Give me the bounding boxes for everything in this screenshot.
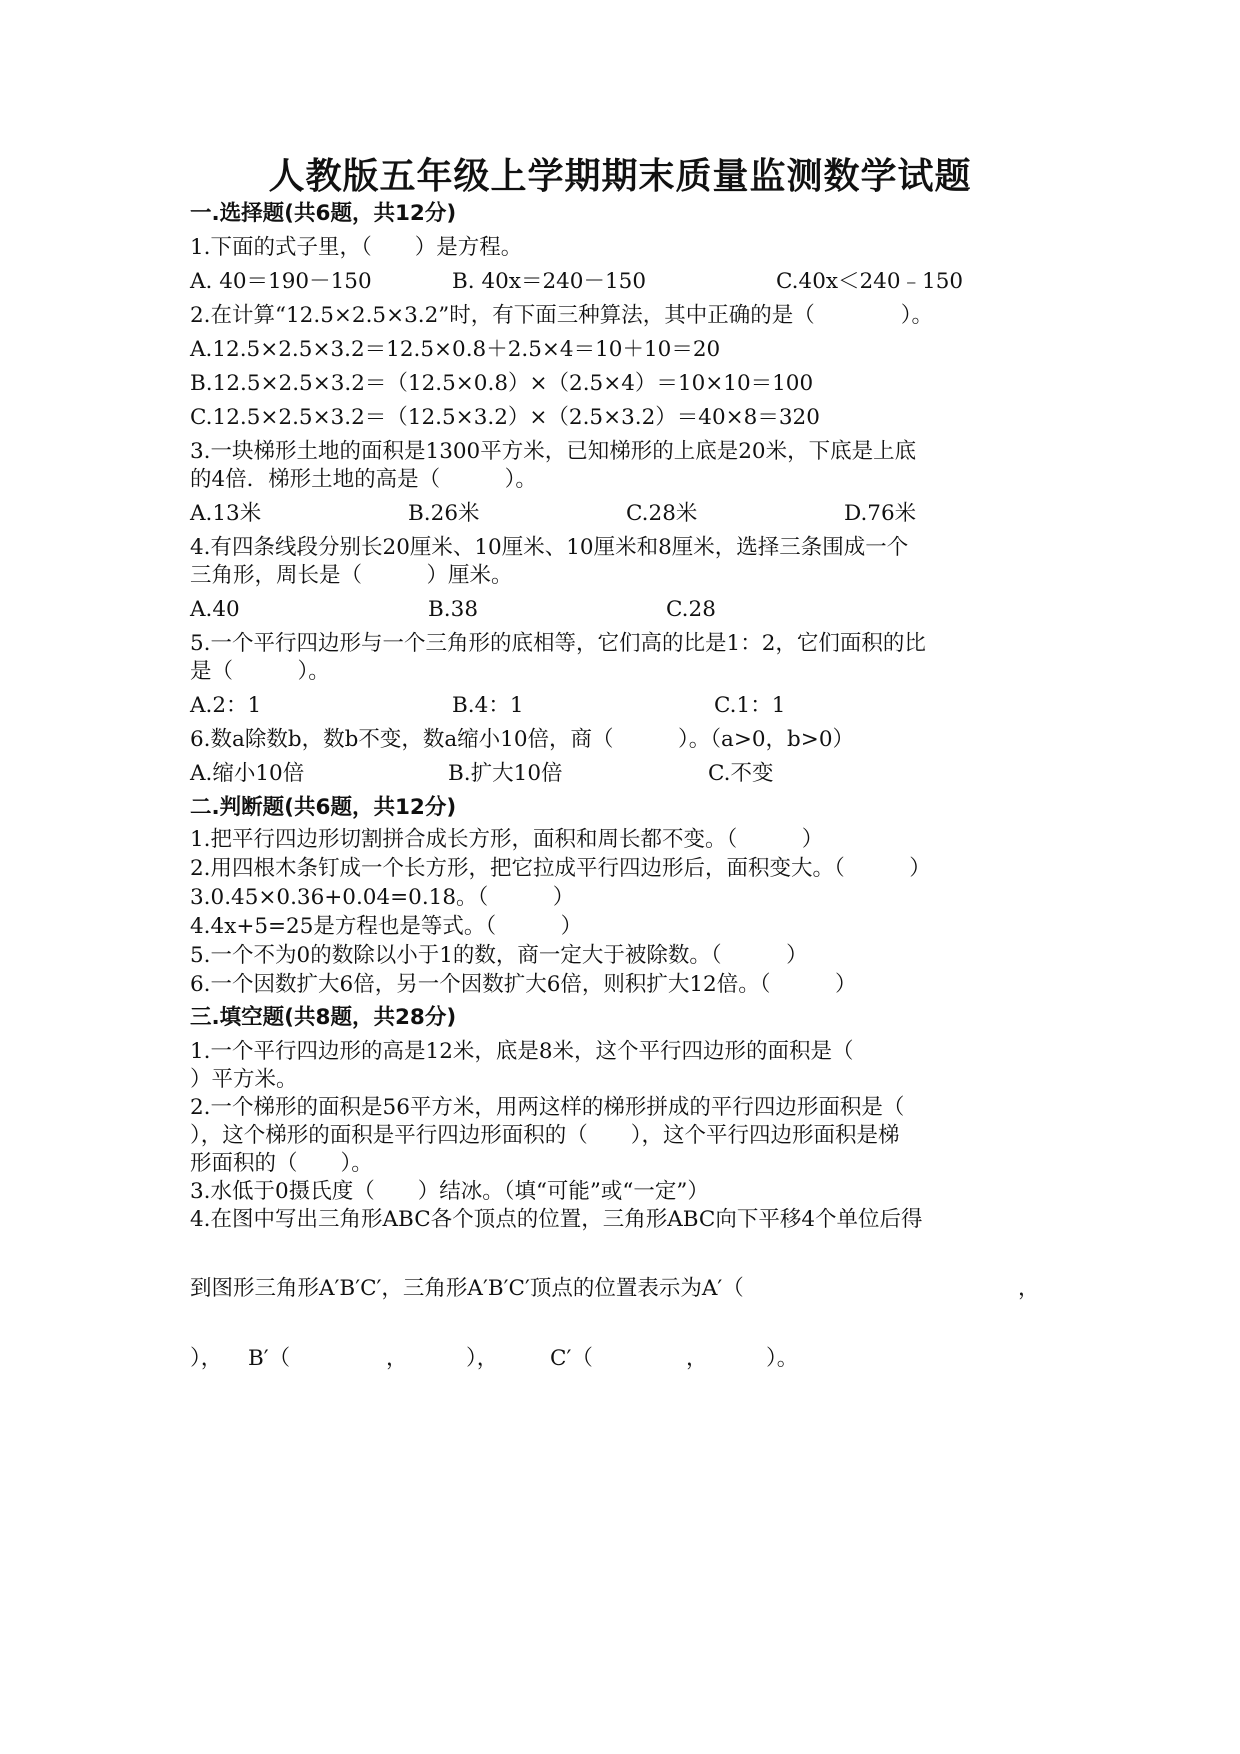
fill-line-2: ）平方米。 [190, 1067, 298, 1092]
q6-option-c: C.不变 [708, 761, 774, 786]
fill-q4-c-label: C′（ [550, 1346, 593, 1371]
q6-stem: 6.数a除数b，数b不变，数a缩小10倍，商（ ）。（a>0，b>0） [190, 727, 855, 752]
q5-stem-line1: 5.一个平行四边形与一个三角形的底相等，它们高的比是1：2，它们面积的比 [190, 631, 926, 656]
fill-q4-b-close: ）， [466, 1346, 499, 1371]
q4-options [190, 595, 1070, 625]
fill-q4-b-label: B′（ [248, 1346, 291, 1371]
q1-stem: 1.下面的式子里，（ ）是方程。 [190, 235, 523, 260]
fill-line-6: 3.水低于0摄氏度（ ）结冰。（填“可能”或“一定”） [190, 1179, 709, 1204]
fill-q4-c-comma: ， [686, 1346, 708, 1371]
section1-heading: 一.选择题(共6题，共12分) [190, 201, 457, 226]
q4-option-a: A.40 [190, 597, 240, 622]
fill-q4-a-close: ）， [190, 1346, 223, 1371]
q3-options [190, 499, 1070, 529]
tf-item-6: 6.一个因数扩大6倍，另一个因数扩大6倍，则积扩大12倍。（ ） [190, 972, 857, 997]
fill-line-1: 1.一个平行四边形的高是12米，底是8米，这个平行四边形的面积是（ [190, 1039, 854, 1064]
q5-option-a: A.2：1 [190, 693, 262, 718]
q1-options [190, 267, 1070, 297]
fill-q4-line3 [190, 1344, 1070, 1374]
section2-heading: 二.判断题(共6题，共12分) [190, 795, 457, 820]
tf-item-2: 2.用四根木条钉成一个长方形，把它拉成平行四边形后，面积变大。（ ） [190, 856, 931, 881]
q5-options [190, 691, 1070, 721]
fill-q4-c-close: ）。 [766, 1346, 799, 1371]
fill-line-3: 2.一个梯形的面积是56平方米，用两这样的梯形拼成的平行四边形面积是（ [190, 1095, 905, 1120]
q4-stem-line1: 4.有四条线段分别长20厘米、10厘米、10厘米和8厘米，选择三条围成一个 [190, 535, 909, 560]
q5-option-c: C.1：1 [714, 693, 786, 718]
tf-item-4: 4.4x+5=25是方程也是等式。（ ） [190, 914, 583, 939]
fill-q4-a-comma: ， [1018, 1276, 1040, 1301]
q4-option-c: C.28 [666, 597, 716, 622]
q2-option-a: A.12.5×2.5×3.2＝12.5×0.8＋2.5×4＝10＋10＝20 [190, 337, 721, 362]
tf-item-5: 5.一个不为0的数除以小于1的数，商一定大于被除数。（ ） [190, 943, 808, 968]
q1-option-a: A. 40＝190－150 [190, 269, 372, 294]
fill-line-7: 4.在图中写出三角形ABC各个顶点的位置，三角形ABC向下平移4个单位后得 [190, 1207, 923, 1232]
q3-stem-line1: 3.一块梯形土地的面积是1300平方米，已知梯形的上底是20米，下底是上底 [190, 439, 917, 464]
page-title: 人教版五年级上学期期末质量监测数学试题 [268, 156, 972, 197]
q3-stem-line2: 的4倍．梯形土地的高是（ ）。 [190, 467, 537, 492]
fill-q4-b-comma: ， [386, 1346, 408, 1371]
section3-heading: 三.填空题(共8题，共28分) [190, 1005, 457, 1030]
q4-option-b: B.38 [428, 597, 478, 622]
tf-item-3: 3.0.45×0.36+0.04=0.18。（ ） [190, 885, 575, 910]
q1-option-b: B. 40x＝240－150 [452, 269, 647, 294]
q2-stem: 2.在计算“12.5×2.5×3.2”时，有下面三种算法，其中正确的是（ ）。 [190, 303, 934, 328]
q2-option-b: B.12.5×2.5×3.2＝（12.5×0.8）×（2.5×4）＝10×10＝100 [190, 371, 814, 396]
tf-item-1: 1.把平行四边形切割拼合成长方形，面积和周长都不变。（ ） [190, 827, 824, 852]
fill-line-5: 形面积的（ ）。 [190, 1151, 373, 1176]
fill-q4-line2 [190, 1274, 1070, 1304]
q3-option-b: B.26米 [408, 501, 480, 526]
q3-option-a: A.13米 [190, 501, 262, 526]
fill-q4-line2-text: 到图形三角形A′B′C′，三角形A′B′C′顶点的位置表示为A′（ [190, 1276, 744, 1301]
q4-stem-line2: 三角形，周长是（ ）厘米。 [190, 563, 513, 588]
q3-option-d: D.76米 [844, 501, 917, 526]
q3-option-c: C.28米 [626, 501, 698, 526]
q6-options [190, 759, 1070, 789]
q6-option-a: A.缩小10倍 [190, 761, 305, 786]
q2-option-c: C.12.5×2.5×3.2＝（12.5×3.2）×（2.5×3.2）＝40×8＝320 [190, 405, 820, 430]
q5-option-b: B.4：1 [452, 693, 524, 718]
fill-line-4: ），这个梯形的面积是平行四边形面积的（ ），这个平行四边形面积是梯 [190, 1123, 900, 1148]
q6-option-b: B.扩大10倍 [448, 761, 563, 786]
q5-stem-line2: 是（ ）。 [190, 659, 330, 684]
q1-option-c: C.40x＜240﹣150 [776, 269, 964, 294]
